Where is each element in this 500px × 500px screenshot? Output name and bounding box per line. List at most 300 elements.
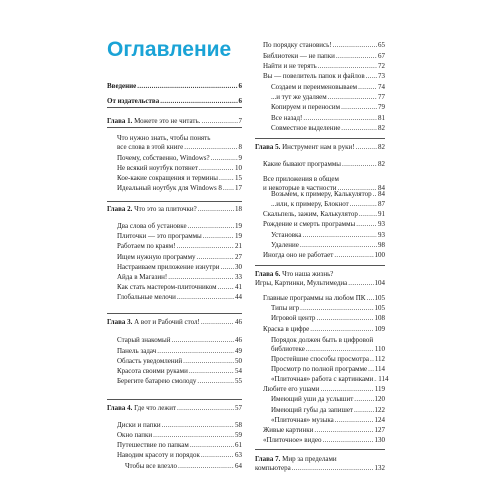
toc-entry-line	[271, 200, 385, 209]
toc-entry[interactable]	[107, 273, 242, 282]
toc-entry-title: «Плиточное» видео	[263, 436, 322, 444]
toc-entry[interactable]	[107, 357, 242, 366]
toc-entry-title: Игры, Картинки, Мультимедиа	[255, 279, 348, 287]
toc-entry[interactable]	[107, 293, 242, 302]
toc-entry-title: Библиотеки — не папки	[263, 52, 335, 60]
toc-entry-line	[117, 283, 242, 292]
toc-entry-line	[117, 253, 242, 262]
toc-page-number: 17	[235, 184, 242, 192]
toc-entry-title: Ищем нужную программу	[117, 253, 196, 261]
toc-entry-title: Берегите батарею смолоду	[117, 377, 197, 385]
toc-page-number: 46	[235, 336, 242, 344]
toc-entry-line	[117, 336, 242, 345]
toc-page-number: 18	[235, 205, 242, 213]
section-divider	[255, 265, 385, 266]
toc-entry-line	[263, 251, 385, 260]
toc-entry[interactable]	[107, 97, 242, 106]
toc-entry-title: Старый знакомый	[117, 336, 171, 344]
section-divider	[107, 399, 242, 400]
toc-leader-dots	[160, 97, 237, 106]
toc-entry-line	[271, 416, 385, 425]
toc-page-number: 44	[235, 293, 242, 301]
toc-entry[interactable]	[255, 231, 385, 240]
toc-entry[interactable]	[255, 406, 385, 415]
toc-leader-dots	[221, 263, 234, 272]
toc-entry-line	[271, 190, 385, 199]
toc-leader-dots	[356, 220, 377, 229]
toc-entry-title: Главные программы на любом ПК	[263, 294, 366, 302]
toc-entry[interactable]	[255, 241, 385, 250]
toc-entry[interactable]	[255, 220, 385, 229]
toc-entry-title: Работаем по краям!	[117, 242, 176, 250]
toc-entry-title: Настраиваем приложение изнутри	[117, 263, 220, 271]
toc-entry-line	[117, 451, 242, 460]
toc-entry-line	[107, 205, 242, 214]
toc-page-number: 30	[235, 263, 242, 271]
toc-entry[interactable]	[107, 232, 242, 241]
toc-entry-title: Рождение и смерть программы	[263, 220, 356, 228]
section-divider	[107, 201, 242, 202]
toc-leader-dots	[162, 421, 234, 430]
toc-entry-title: Не всякий ноутбук потянет	[117, 164, 198, 172]
toc-entry[interactable]	[107, 164, 242, 173]
toc-leader-dots	[184, 143, 237, 152]
toc-entry-title: Вы — повелитель папок и файлов	[263, 72, 365, 80]
toc-entry-title: Имеющий уши да услышит	[271, 395, 354, 403]
toc-entry-line	[255, 464, 385, 473]
toc-entry[interactable]	[255, 52, 385, 61]
toc-entry-title-line: Глава 7. Мир за пределами	[255, 455, 337, 463]
toc-entry-line	[117, 347, 242, 356]
toc-entry[interactable]	[255, 395, 385, 404]
toc-entry-line	[263, 426, 385, 435]
toc-entry-title-line: Все приложения в общем	[263, 175, 339, 183]
toc-leader-dots	[368, 365, 374, 374]
toc-entry-line	[117, 143, 242, 152]
toc-entry[interactable]	[107, 222, 242, 231]
toc-entry-line	[117, 431, 242, 440]
toc-chapter-entry[interactable]	[107, 117, 242, 126]
toc-entry-title: Копируем и переносим	[271, 103, 341, 111]
toc-leader-dots	[323, 436, 374, 445]
toc-leader-dots	[314, 426, 373, 435]
toc-page-number: 77	[378, 93, 385, 101]
toc-entry[interactable]	[255, 436, 385, 445]
toc-entry[interactable]	[255, 124, 385, 133]
toc-entry-line	[117, 273, 242, 282]
toc-leader-dots	[190, 441, 234, 450]
toc-leader-dots	[358, 83, 377, 92]
toc-leader-dots	[373, 190, 377, 199]
toc-page-number: 10	[235, 164, 242, 172]
toc-entry[interactable]	[255, 304, 385, 313]
toc-entry[interactable]	[255, 385, 385, 394]
toc-entry-title: все слова в этой книге	[117, 143, 184, 151]
toc-entry-title: Два слова об установке	[117, 222, 187, 230]
toc-entry-line	[263, 436, 385, 445]
toc-leader-dots	[201, 318, 234, 327]
toc-leader-dots	[303, 114, 377, 123]
toc-entry-line	[255, 279, 385, 288]
toc-entry-line	[117, 232, 242, 241]
toc-page-number: 87	[378, 200, 385, 208]
toc-leader-dots	[350, 200, 377, 209]
toc-page-number: 127	[374, 426, 385, 434]
toc-entry-line	[263, 62, 385, 71]
toc-entry[interactable]	[255, 294, 385, 303]
toc-page-number: 9	[238, 154, 242, 162]
toc-leader-dots	[197, 253, 234, 262]
toc-entry-line	[263, 52, 385, 61]
toc-entry-line	[271, 345, 385, 354]
toc-entry-line	[107, 318, 242, 327]
toc-page-number: 84	[378, 184, 385, 192]
toc-page-number: 46	[235, 318, 242, 326]
toc-leader-dots	[366, 294, 373, 303]
toc-entry-line	[117, 263, 242, 272]
toc-entry-title: Глобальные мелочи	[117, 293, 176, 301]
toc-entry-title: Панель задач	[117, 347, 157, 355]
toc-leader-dots	[177, 404, 234, 413]
toc-chapter-entry[interactable]	[107, 318, 242, 327]
toc-entry[interactable]	[255, 416, 385, 425]
toc-leader-dots	[366, 72, 377, 81]
toc-page-number: 19	[235, 232, 242, 240]
toc-page-number: 119	[374, 385, 385, 393]
toc-leader-dots	[336, 52, 377, 61]
toc-entry[interactable]	[107, 263, 242, 272]
toc-page-number: 6	[238, 82, 242, 90]
toc-page-number: 93	[378, 231, 385, 239]
toc-entry[interactable]	[255, 190, 385, 199]
toc-entry-line	[271, 406, 385, 415]
toc-entry[interactable]	[107, 377, 242, 386]
toc-leader-dots	[153, 431, 234, 440]
toc-entry-title: Область уведомлений	[117, 357, 183, 365]
toc-page-number: 84	[378, 190, 385, 198]
toc-entry-title: Имеющий губы да запишет	[271, 406, 353, 414]
toc-leader-dots	[318, 62, 377, 71]
toc-leader-dots	[177, 293, 234, 302]
toc-entry-line	[117, 357, 242, 366]
toc-entry-title: Диски и папки	[117, 421, 161, 429]
toc-page-number: 55	[235, 377, 242, 385]
toc-page-number: 109	[374, 325, 385, 333]
toc-entry-line	[107, 117, 242, 126]
toc-page-number: 112	[374, 355, 385, 363]
toc-leader-dots	[306, 345, 374, 354]
toc-entry[interactable]	[255, 62, 385, 71]
toc-leader-dots	[201, 117, 237, 126]
toc-entry-line	[271, 124, 385, 133]
toc-entry-title: Возьмем, к примеру, Калькулятор	[271, 190, 372, 198]
toc-leader-dots	[334, 251, 373, 260]
toc-leader-dots	[316, 314, 373, 323]
toc-entry-line	[117, 242, 242, 251]
toc-entry-line	[117, 164, 242, 173]
toc-entry-title: Простейшие способы просмотра	[271, 355, 370, 363]
toc-chapter-entry[interactable]	[107, 404, 242, 413]
toc-entry-title: Глава 4. Где что лежит	[107, 404, 177, 412]
toc-entry-title: Краска в цифре	[263, 325, 310, 333]
toc-entry-line	[271, 304, 385, 313]
toc-entry[interactable]	[107, 431, 242, 440]
toc-leader-dots	[223, 184, 234, 193]
toc-entry-line	[255, 143, 385, 152]
toc-page-number: 58	[235, 421, 242, 429]
toc-entry[interactable]	[255, 314, 385, 323]
toc-entry[interactable]	[107, 82, 242, 91]
toc-page-number: 132	[374, 464, 385, 472]
toc-page-number: 59	[235, 431, 242, 439]
toc-page-number: 130	[374, 436, 385, 444]
toc-entry[interactable]	[107, 462, 242, 471]
section-divider	[107, 313, 242, 314]
toc-page-number: 93	[378, 220, 385, 228]
toc-leader-dots	[370, 355, 374, 364]
toc-entry-line	[271, 103, 385, 112]
toc-entry[interactable]	[255, 426, 385, 435]
toc-leader-dots	[374, 375, 377, 384]
toc-entry[interactable]	[107, 242, 242, 251]
toc-entry-title: Найти и не терять	[263, 62, 317, 70]
toc-page-number: 19	[235, 222, 242, 230]
toc-entry-title: Почему, собственно, Windows?	[117, 154, 210, 162]
toc-leader-dots	[137, 82, 237, 91]
toc-entry-title: Чтобы все влезло	[125, 462, 178, 470]
toc-entry[interactable]	[107, 336, 242, 345]
toc-entry-title: Глава 3. А вот и Рабочий стол!	[107, 318, 200, 326]
toc-page-number: 82	[378, 124, 385, 132]
toc-leader-dots	[333, 41, 377, 50]
toc-leader-dots	[199, 164, 234, 173]
toc-entry-line	[263, 210, 385, 219]
toc-entry-title: Красота своими руками	[117, 367, 188, 375]
toc-leader-dots	[177, 242, 235, 251]
toc-entry-line	[263, 41, 385, 50]
toc-entry-line	[271, 114, 385, 123]
toc-entry[interactable]	[255, 355, 385, 364]
toc-leader-dots	[328, 93, 377, 102]
toc-entry[interactable]	[107, 184, 242, 193]
toc-entry-line	[117, 367, 242, 376]
toc-page-number: 110	[374, 345, 385, 353]
toc-leader-dots	[341, 124, 377, 133]
toc-entry[interactable]	[255, 93, 385, 102]
toc-entry-title: библиотеке	[271, 345, 305, 353]
toc-entry[interactable]	[107, 134, 242, 152]
section-divider	[255, 138, 385, 139]
toc-entry-title: Введение	[107, 82, 137, 90]
toc-page-number: 6	[238, 97, 242, 105]
toc-entry[interactable]	[107, 283, 242, 292]
toc-entry-line	[263, 294, 385, 303]
toc-leader-dots	[320, 385, 373, 394]
toc-entry-title: Окно папки	[117, 431, 153, 439]
toc-leader-dots	[219, 174, 234, 183]
toc-entry-title: Плиточки — это программы	[117, 232, 202, 240]
toc-entry-line	[125, 462, 242, 471]
toc-entry-line	[263, 385, 385, 394]
toc-entry-line	[263, 325, 385, 334]
toc-leader-dots	[211, 154, 238, 163]
toc-page-number: 72	[378, 62, 385, 70]
toc-entry-title-line: Порядок должен быть в цифровой	[271, 336, 374, 344]
toc-leader-dots	[359, 210, 377, 219]
toc-page-number: 33	[235, 273, 242, 281]
toc-page-number: 65	[378, 41, 385, 49]
toc-entry[interactable]	[107, 154, 242, 163]
toc-entry[interactable]	[255, 103, 385, 112]
toc-page-number: 61	[235, 441, 242, 449]
toc-entry-line	[271, 231, 385, 240]
toc-leader-dots	[178, 462, 234, 471]
toc-leader-dots	[356, 143, 377, 152]
toc-page-number: 114	[374, 365, 385, 373]
toc-entry[interactable]	[255, 251, 385, 260]
toc-page-number: 79	[378, 103, 385, 111]
toc-entry-title: Глава 1. Можете это не читать.	[107, 117, 201, 125]
toc-entry[interactable]	[255, 114, 385, 123]
toc-entry[interactable]	[255, 72, 385, 81]
toc-page-number: 124	[374, 416, 385, 424]
toc-entry[interactable]	[255, 375, 389, 384]
toc-chapter-entry[interactable]	[255, 270, 385, 288]
toc-page-number: 114	[378, 375, 389, 383]
toc-entry-line	[117, 293, 242, 302]
toc-entry-title: Игровой центр	[271, 314, 316, 322]
toc-page-number: 73	[378, 72, 385, 80]
toc-entry[interactable]	[107, 451, 242, 460]
toc-leader-dots	[218, 283, 234, 292]
toc-page-number: 81	[378, 114, 385, 122]
toc-entry-title: По порядку становись!	[263, 41, 332, 49]
toc-entry-title: Скальпель, зажим, Калькулятор	[263, 210, 358, 218]
toc-leader-dots	[201, 451, 234, 460]
toc-page-number: 98	[378, 241, 385, 249]
toc-page-number: 67	[378, 52, 385, 60]
toc-page-number: 41	[235, 283, 242, 291]
toc-page-number: 49	[235, 347, 242, 355]
toc-page-number: 120	[374, 395, 385, 403]
toc-entry-title: Создаем и переименовываем	[271, 83, 358, 91]
toc-entry-title: и некоторые в частности	[263, 184, 337, 192]
toc-leader-dots	[335, 416, 374, 425]
toc-leader-dots	[183, 357, 234, 366]
toc-entry-line	[107, 97, 242, 106]
toc-entry-line	[263, 160, 385, 169]
toc-entry[interactable]	[255, 365, 385, 374]
toc-page-number: 91	[378, 210, 385, 218]
section-divider	[255, 449, 385, 450]
toc-entry-title: Все назад!	[271, 114, 303, 122]
toc-leader-dots	[300, 241, 377, 250]
toc-entry[interactable]	[255, 336, 385, 354]
toc-leader-dots	[157, 347, 234, 356]
toc-page-number: 122	[374, 406, 385, 414]
section-divider	[107, 107, 242, 108]
toc-leader-dots	[341, 103, 377, 112]
toc-entry-title: Типы игр	[271, 304, 300, 312]
toc-entry-title: От издательства	[107, 97, 160, 105]
toc-page-number: 108	[374, 314, 385, 322]
toc-entry[interactable]	[255, 325, 385, 334]
section-divider	[107, 127, 242, 128]
toc-entry[interactable]	[255, 83, 385, 92]
toc-entry-title: Просмотр по полной программе	[271, 365, 368, 373]
toc-entry-title: Установка	[271, 231, 302, 239]
toc-entry-title: Как стать мастером-плиточником	[117, 283, 217, 291]
toc-entry-line	[271, 355, 385, 364]
toc-leader-dots	[168, 273, 234, 282]
toc-entry-title: Глава 5. Инструмент нам в руки!	[255, 143, 355, 151]
toc-leader-dots	[197, 377, 234, 386]
toc-entry-line	[117, 222, 242, 231]
toc-entry-line	[271, 83, 385, 92]
toc-entry-line	[271, 395, 385, 404]
toc-leader-dots	[348, 279, 373, 288]
toc-entry[interactable]	[107, 421, 242, 430]
toc-leader-dots	[354, 395, 373, 404]
toc-entry-line	[117, 441, 242, 450]
toc-entry-title: Глава 2. Что это за плиточки?	[107, 205, 197, 213]
toc-entry-title: Какие бывают программы	[263, 160, 342, 168]
toc-entry-line	[271, 375, 389, 384]
toc-entry[interactable]	[255, 41, 385, 50]
toc-leader-dots	[188, 222, 234, 231]
toc-entry-line	[271, 314, 385, 323]
toc-page-number: 100	[374, 251, 385, 259]
toc-entry[interactable]	[255, 210, 385, 219]
toc-entry-title: Кое-какие сокращения и термины	[117, 174, 219, 182]
toc-entry-title: Совместное выделение	[271, 124, 341, 132]
toc-entry-line	[263, 72, 385, 81]
toc-entry-title: Живые картинки	[263, 426, 314, 434]
toc-heading: Оглавление	[107, 38, 232, 61]
toc-entry-line	[117, 154, 242, 163]
toc-chapter-entry[interactable]	[255, 143, 385, 152]
toc-entry[interactable]	[255, 200, 385, 209]
toc-entry-title-line: Глава 6. Что наша жизнь?	[255, 270, 334, 278]
toc-page-number: 15	[235, 174, 242, 182]
toc-leader-dots	[342, 160, 377, 169]
toc-chapter-entry[interactable]	[255, 455, 385, 473]
toc-entry[interactable]	[107, 347, 242, 356]
toc-page-number: 105	[374, 294, 385, 302]
toc-chapter-entry[interactable]	[107, 205, 242, 214]
toc-page-number: 64	[235, 462, 242, 470]
toc-entry[interactable]	[107, 174, 242, 183]
toc-entry-line	[271, 365, 385, 374]
toc-leader-dots	[310, 325, 373, 334]
toc-entry-title: «Плиточная» музыка	[271, 416, 334, 424]
toc-page-number: 74	[378, 83, 385, 91]
toc-page-number: 50	[235, 357, 242, 365]
toc-entry-title: Путешествие по папкам	[117, 441, 189, 449]
toc-entry[interactable]	[107, 441, 242, 450]
toc-page-number: 7	[238, 117, 242, 125]
toc-entry[interactable]	[107, 253, 242, 262]
toc-entry-line	[263, 220, 385, 229]
toc-entry-line	[117, 421, 242, 430]
toc-leader-dots	[292, 464, 374, 473]
toc-leader-dots	[354, 406, 374, 415]
toc-entry-line	[271, 241, 385, 250]
toc-page-number: 63	[235, 451, 242, 459]
toc-leader-dots	[189, 367, 234, 376]
toc-entry[interactable]	[255, 160, 385, 169]
toc-entry[interactable]	[107, 367, 242, 376]
